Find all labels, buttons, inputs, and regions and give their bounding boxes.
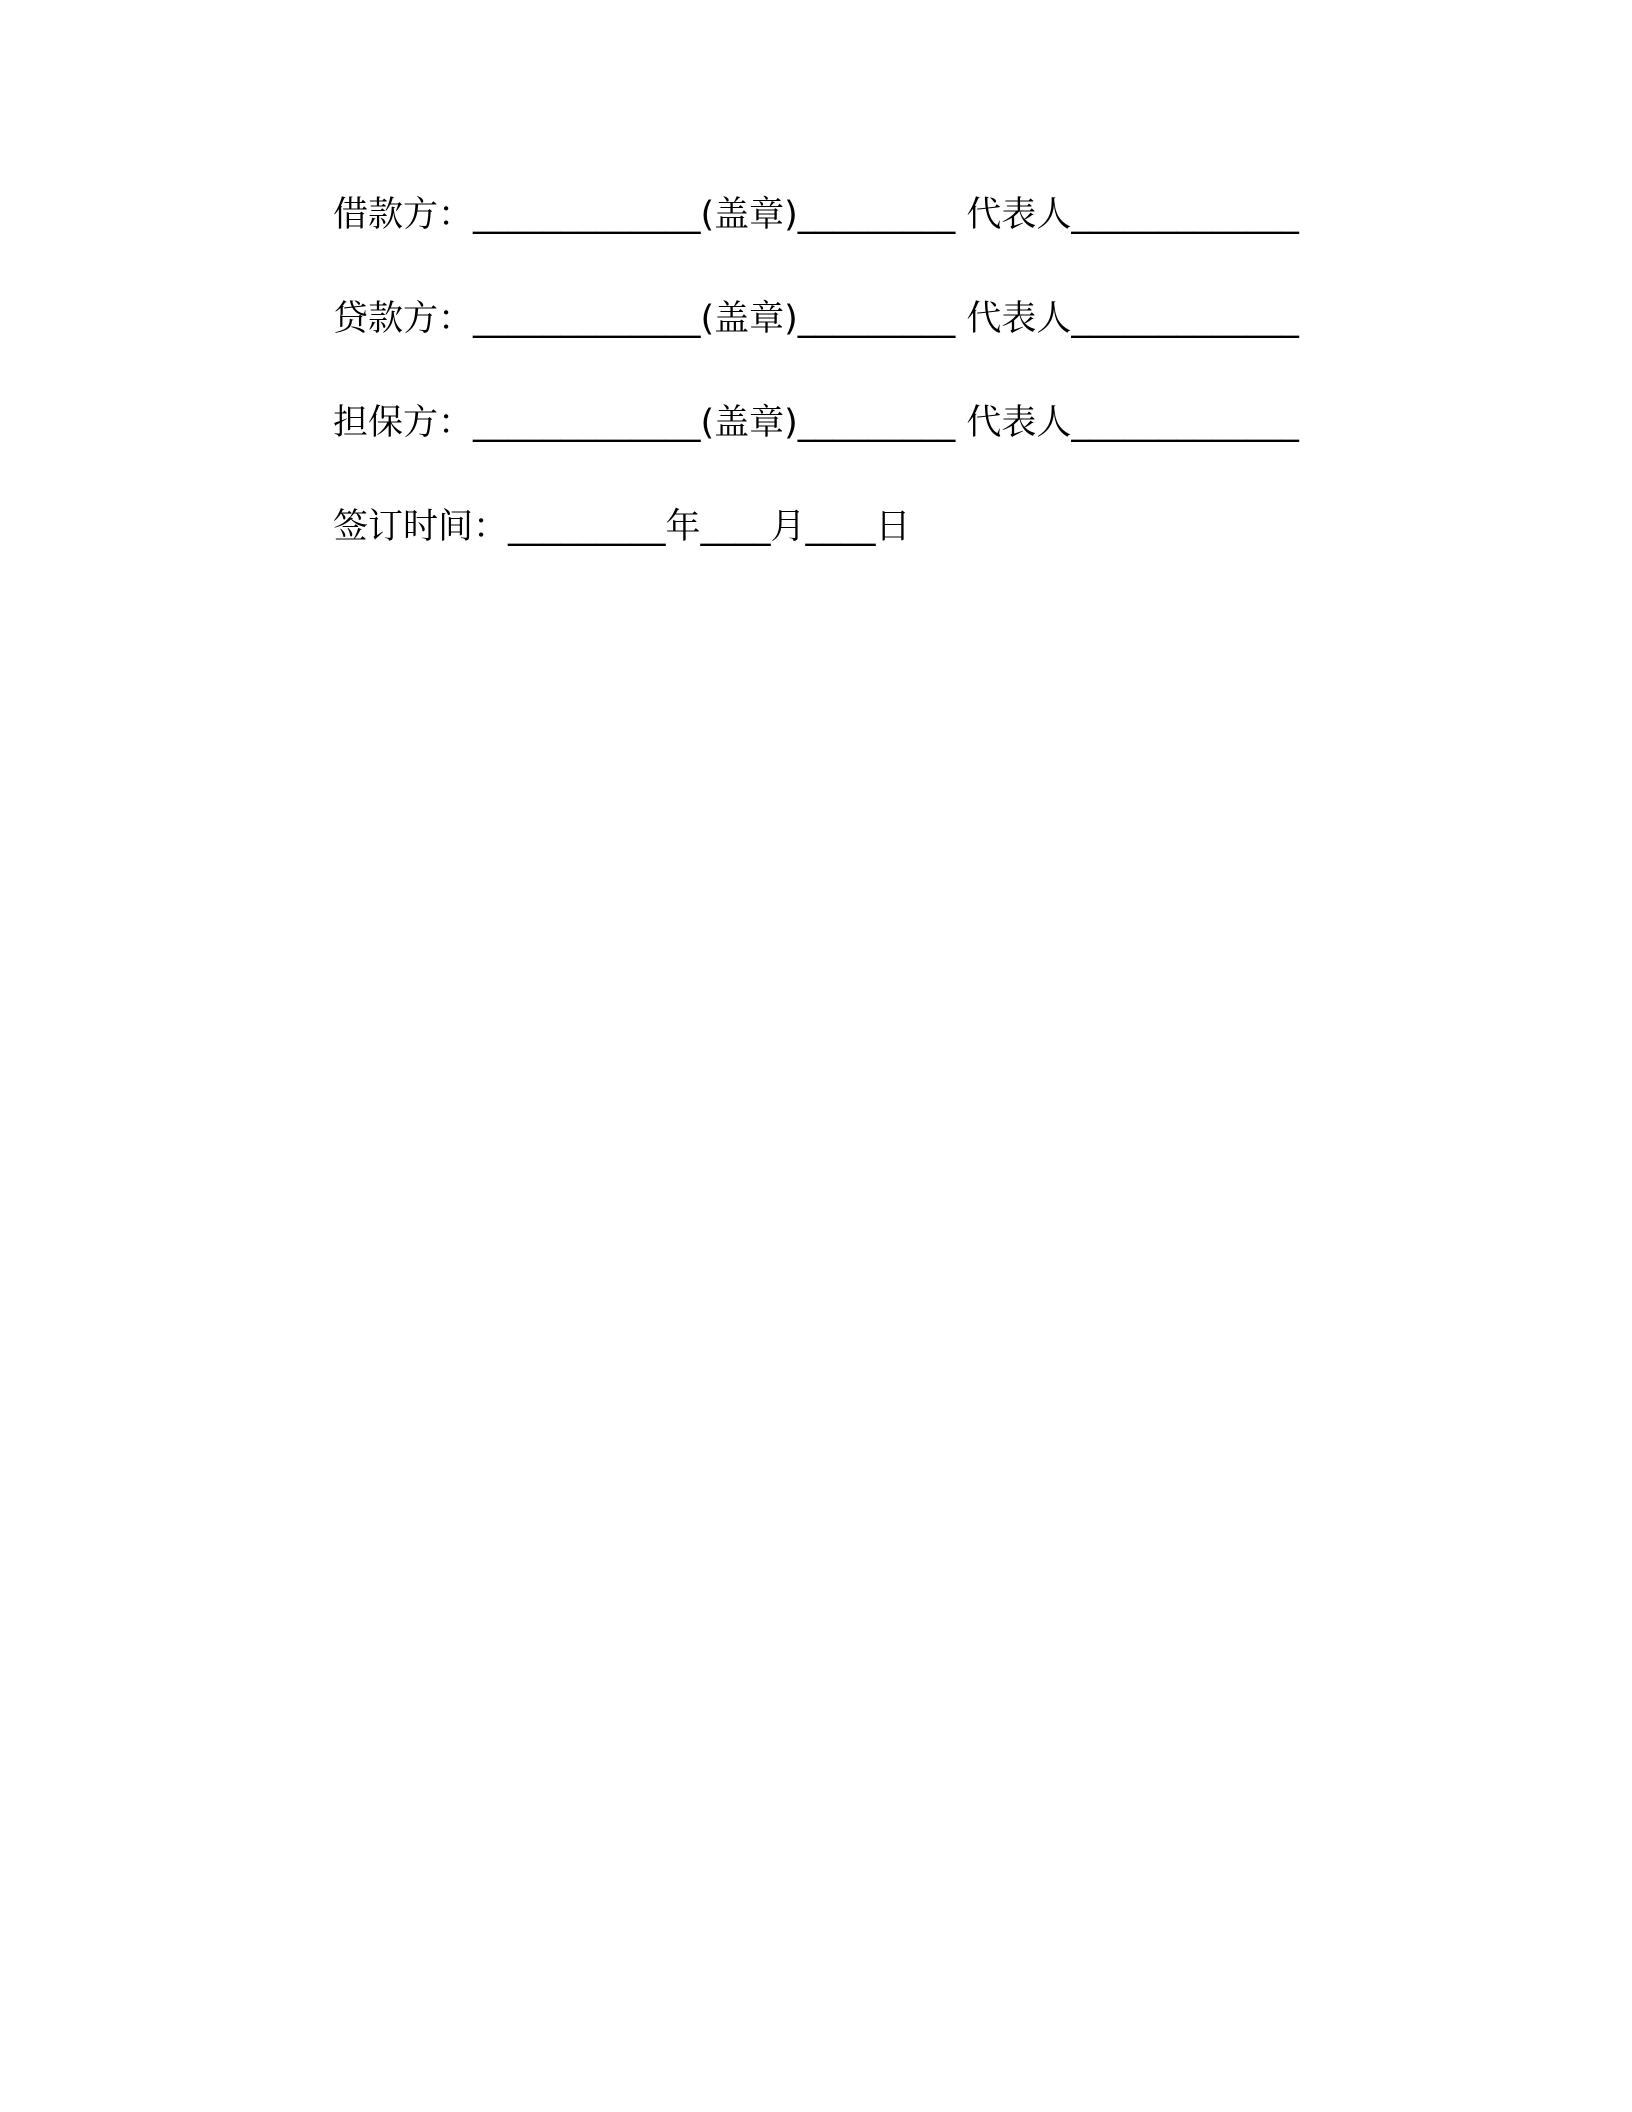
borrower-line: 借款方：_____________(盖章)_________ 代表人_____________ <box>333 195 1299 235</box>
guarantor-line: 担保方：_____________(盖章)_________ 代表人_____________ <box>333 403 1299 443</box>
signing-date-line: 签订时间：_________年____月____日 <box>333 507 911 547</box>
signature-block <box>333 190 1373 606</box>
lender-line: 贷款方：_____________(盖章)_________ 代表人_____________ <box>333 299 1299 339</box>
